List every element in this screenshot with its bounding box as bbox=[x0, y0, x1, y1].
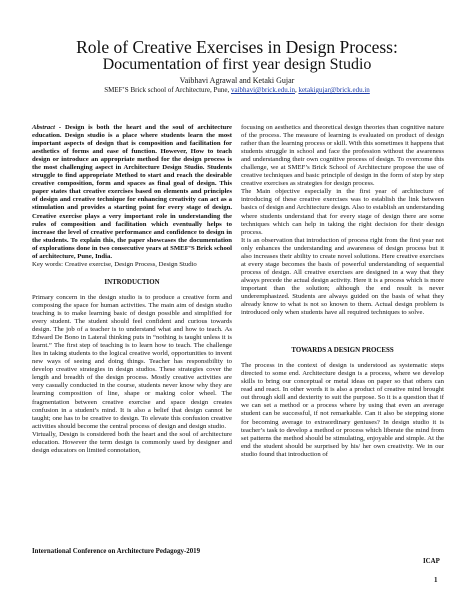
body-paragraph-4: The process in the context of design is understood as systematic steps directed to some end. Architecture design is a process, where we develop skills to bring our conceptual or metal ideas on paper so that others can read and react. In other words it is also a product of creative mind brought out through skill and dexterity to suit the purpose. So it is a question that if we can set a method or a process where by using that even an average student can be successful, if not remarkable. Can it also be stepping stone for becoming average to extraordinary geniuses? In design studio it is teacher’s task to develop a method or process which liberate the mind from set patterns the method should be stimulating, enjoyable and simple. At the end the student should be surprised by his/ her own creativity. We in our studio found that introduction of bbox=[241, 362, 444, 458]
intro-paragraph-2: Virtually, Design is considered both the heart and the soul of architecture education. However the term design is commonly used by designer and design educators on limited connotation, bbox=[32, 430, 232, 454]
paper-affiliation bbox=[0, 86, 474, 95]
page-number: 1 bbox=[434, 576, 438, 584]
email-link-vaibhavi[interactable]: vaibhavi@brick.edu.in bbox=[230, 86, 295, 94]
body-paragraph-3: It is an observation that introduction of process right from the first year not only enhances the understanding and awareness of design process but it also increases their ability to create novel solutions. Here creative exercises at every stage becomes the basis of powerful understanding of sequential process of design. All creative exercises are designed in a way that they always precede the actual design activity. Here it is a process which is more important than the solution; although the end result is never underemphasized. Students are always guided on the basis of what they already know to what is not so known to them. Actual design problem is introduced only when students have all required techniques to solve. bbox=[241, 236, 444, 317]
email-link-ketaki[interactable]: ketakigujar@brick.edu.in bbox=[298, 86, 370, 94]
section-heading-introduction: INTRODUCTION bbox=[104, 278, 160, 286]
affiliation-text: SMEF’S Brick school of Architecture, Pune, bbox=[104, 86, 231, 94]
body-paragraph-1: focusing on aesthetics and theoretical design theories than cognitive nature of the process. The measure of learning is evaluated on product of design rather than the learning process or skill. With this sometimes it happens that students struggle in school and face the profession without the awareness and understanding their own cognitive process of design. To overcome this challenge, we at SMEF’s Brick School of Architecture propose the use of creative techniques and basic principle of design in the form of step by step creative exercises as strategies for design process. bbox=[241, 124, 444, 188]
body-paragraph-2: The Main objective especially in the first year of architecture of introducing of these creative exercises was to establish the link between basics of design and Architecture design. Also to establish an understanding where students understand that for every stage of design there are some techniques which can help in taking the right decision for their design process. bbox=[241, 188, 444, 236]
section-heading-design-process: TOWARDS A DESIGN PROCESS bbox=[291, 347, 394, 355]
abstract-label: Abstract - bbox=[32, 124, 62, 131]
right-column bbox=[241, 124, 444, 459]
footer-conference: International Conference on Architecture Pedagogy-2019 bbox=[32, 548, 201, 555]
left-column bbox=[32, 124, 232, 455]
paper-title: Role of Creative Exercises in Design Process: bbox=[76, 37, 398, 57]
footer-icap: ICAP bbox=[423, 558, 440, 565]
abstract bbox=[32, 124, 232, 261]
paper-subtitle: Documentation of first year design Studio bbox=[102, 56, 372, 73]
keywords: Key words: Creative exercise, Design Process, Design Studio bbox=[32, 260, 197, 268]
paper-authors: Vaibhavi Agrawal and Ketaki Gujar bbox=[179, 76, 295, 85]
email-separator: , bbox=[294, 86, 299, 94]
abstract-text: Design is both the heart and the soul of architecture education. Design studio is a place where students learn the most important aspects of design that is composition and facilitation for aesthetics of forms and ease of function. However, How to teach design or introduce an appropriate method for the design process is the most challenging aspect in Architecture Design Studio. Students struggle to find appropriate Method to start and reach the desirable creative composition, form and spaces as final goal of design. This paper states that creative exercises based on elements and principles of design and creative technique for enhancing creativity can act as a stimulation and provides a starting point for every stage of design. Creative exercise plays a very important role in understanding the rules of composition and facilitation which eventually helps to increase the level of creative performance and confidence to design in the students. To explain this, the paper showcases the documentation of explorations done in two consecutive years at SMEF’S Brick school of architecture, Pune, India. bbox=[32, 124, 233, 260]
section-spacer bbox=[241, 317, 444, 337]
intro-paragraph-1: Primary concern in the design studio is to produce a creative form and composing the space for human activities. The main aim of design studio teaching is to make learning basic of design possible and simplified for every student. The student should feel confident and curious towards design. The job of a teacher is to understand what and how to teach. As Edward De Bono in Lateral thinking puts in “nothing is taught unless it is learnt.” The first step of teaching is to learn how to teach. The challenge lies in taking students to the logical creative world, opportunities to invent new ways of seeing and doing things. Teacher has responsibility to develop creative strategies in design studios. These strategies cover the length and breadth of the design process. Mostly creative activities are very casually conducted in the course, students never know why they are learning composition of line, shape or making color wheel. The fragmentation between creative exercise and space design creates confusion in a student’s mind. It is also a belief that design cannot be taught; one has to be creative to design. To elevate this confusion creative activities should become the central process of design and design studio. bbox=[32, 293, 232, 430]
